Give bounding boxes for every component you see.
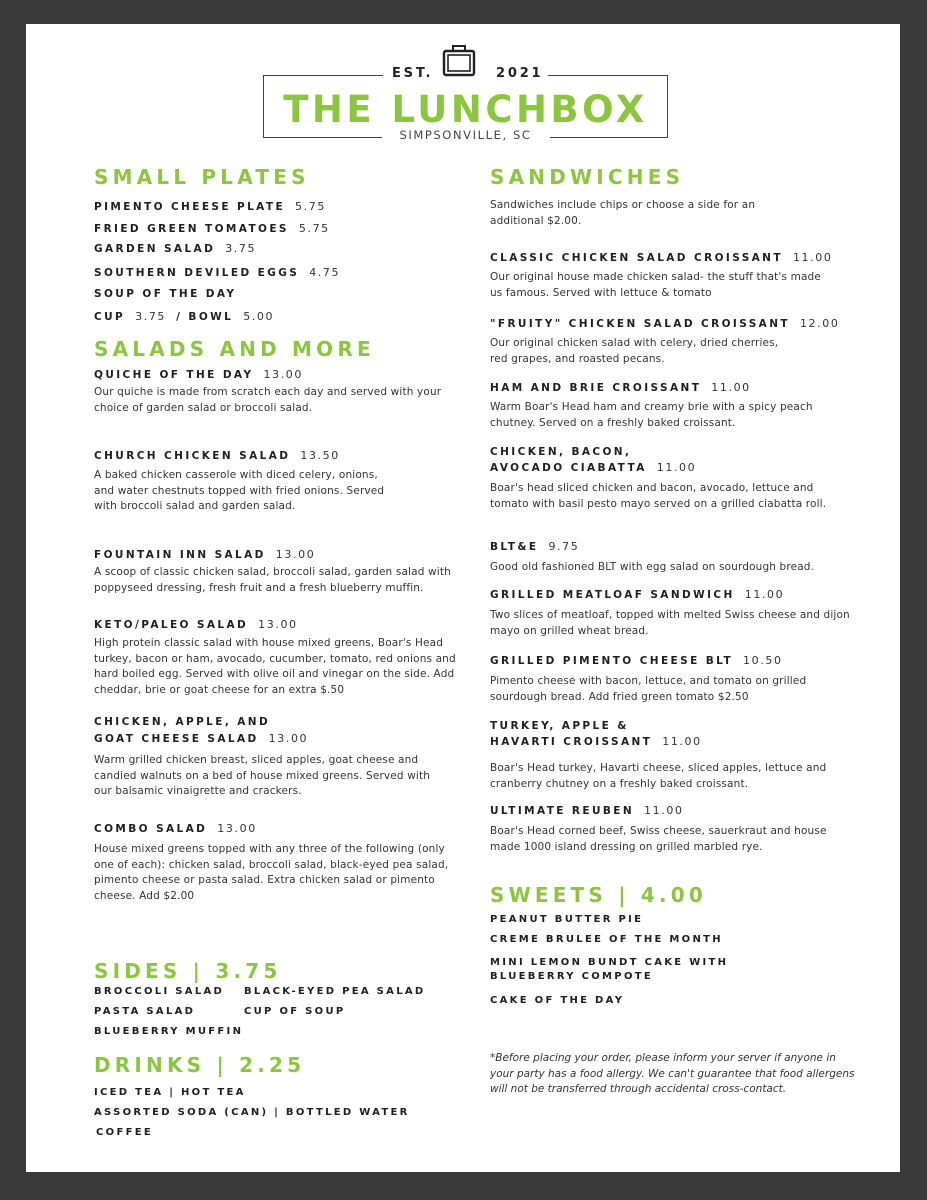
small-plates-heading: SMALL PLATES [94,165,310,189]
allergy-notice: *Before placing your order, please inform your server if anyone in your party has a food allergy. We can't guarantee that food allergens will not be transferred through accidental cross-contact. [490,1052,855,1095]
menu-item-description: A baked chicken casserole with diced celery, onions, and water chestnuts topped with fried onions. Served with broccoli salad and garden salad. [94,469,385,512]
side-item: PASTA SALAD [94,1006,196,1017]
restaurant-name: THE LUNCHBOX [283,88,648,131]
menu-item: "FRUITY" CHICKEN SALAD CROISSANT 12.00 [490,317,840,330]
menu-item: CHURCH CHICKEN SALAD 13.50 [94,449,340,462]
menu-page [26,24,900,1172]
menu-item: COMBO SALAD 13.00 [94,822,257,835]
menu-item: GRILLED MEATLOAF SANDWICH 11.00 [490,588,785,601]
menu-item-line1: CHICKEN, APPLE, AND [94,716,271,728]
menu-item-description: Warm Boar's Head ham and creamy brie with a spicy peach chutney. Served on a freshly baked croissant. [490,401,813,429]
drink-item: ICED TEA | HOT TEA [94,1087,246,1098]
menu-item: ULTIMATE REUBEN 11.00 [490,804,684,817]
menu-item: QUICHE OF THE DAY 13.00 [94,368,303,381]
menu-item: GRILLED PIMENTO CHEESE BLT 10.50 [490,654,783,667]
menu-item: HAVARTI CROISSANT 11.00 [490,735,702,748]
menu-item: GOAT CHEESE SALAD 13.00 [94,732,309,745]
lunchbox-icon [442,45,476,77]
menu-item: CLASSIC CHICKEN SALAD CROISSANT 11.00 [490,251,833,264]
side-item: BROCCOLI SALAD [94,986,225,997]
sweet-item: CREME BRULEE OF THE MONTH [490,934,723,945]
drink-item: COFFEE [96,1127,153,1138]
menu-item: SOUP OF THE DAY [94,288,237,300]
side-item: CUP OF SOUP [244,1006,346,1017]
menu-item: FOUNTAIN INN SALAD 13.00 [94,548,316,561]
menu-item-description: Our original house made chicken salad- the stuff that's made us famous. Served with lettuce & tomato [490,271,821,299]
menu-item-line1: CHICKEN, BACON, [490,446,632,458]
sweet-item: MINI LEMON BUNDT CAKE WITH [490,957,729,968]
menu-item-description: Our quiche is made from scratch each day and served with your choice of garden salad or broccoli salad. [94,386,442,414]
menu-item-description: Warm grilled chicken breast, sliced apples, goat cheese and candied walnuts on a bed of house mixed greens. Served with our balsamic vinaigrette and crackers. [94,754,431,797]
sides-heading: SIDES | 3.75 [94,959,282,983]
sandwiches-heading: SANDWICHES [490,165,685,189]
menu-item-description: House mixed greens topped with any three of the following (only one of each): chicken salad, broccoli salad, black-eyed pea salad, pimento cheese or pasta salad. Extra chicken salad or pimento cheese. Add $2.00 [94,843,449,902]
menu-item-description: A scoop of classic chicken salad, broccoli salad, garden salad with poppyseed dressing, fresh fruit and a fresh blueberry muffin. [94,566,451,594]
salads-heading: SALADS AND MORE [94,337,375,361]
soup-sizes: CUP 3.75 / BOWL 5.00 [94,310,275,323]
menu-item-description: Boar's Head corned beef, Swiss cheese, sauerkraut and house made 1000 island dressing on grilled marbled rye. [490,825,827,853]
sweet-item: BLUEBERRY COMPOTE [490,971,653,982]
sweet-item: PEANUT BUTTER PIE [490,914,644,925]
sweet-item: CAKE OF THE DAY [490,995,625,1006]
side-item: BLACK-EYED PEA SALAD [244,986,426,997]
est-year: 2021 [496,66,544,81]
menu-item: GARDEN SALAD 3.75 [94,242,257,255]
menu-item-description: Two slices of meatloaf, topped with melted Swiss cheese and dijon mayo on grilled wheat bread. [490,609,850,637]
menu-item: KETO/PALEO SALAD 13.00 [94,618,298,631]
sweets-heading: SWEETS | 4.00 [490,883,708,907]
side-item: BLUEBERRY MUFFIN [94,1026,244,1037]
menu-item-description: Boar's head sliced chicken and bacon, avocado, lettuce and tomato with basil pesto mayo served on a grilled ciabatta roll. [490,482,827,510]
menu-item-description: Pimento cheese with bacon, lettuce, and tomato on grilled sourdough bread. Add fried green tomato $2.50 [490,675,807,703]
menu-item-description: Good old fashioned BLT with egg salad on sourdough bread. [490,561,815,573]
menu-item-description: High protein classic salad with house mixed greens, Boar's Head turkey, bacon or ham, avocado, cucumber, tomato, red onions and hard boiled egg. Served with olive oil and vinegar on the side. Add cheddar, brie or goat cheese for an extra $.50 [94,637,456,696]
sandwiches-intro: Sandwiches include chips or choose a side for an additional $2.00. [490,199,756,227]
menu-item: HAM AND BRIE CROISSANT 11.00 [490,381,751,394]
menu-item: SOUTHERN DEVILED EGGS 4.75 [94,266,341,279]
menu-item: AVOCADO CIABATTA 11.00 [490,461,697,474]
menu-item: BLT&E 9.75 [490,540,580,553]
menu-item: PIMENTO CHEESE PLATE 5.75 [94,200,326,213]
menu-item: FRIED GREEN TOMATOES 5.75 [94,222,330,235]
est-label: EST. [392,66,434,81]
drink-item: ASSORTED SODA (CAN) | BOTTLED WATER [94,1107,410,1118]
restaurant-location: SIMPSONVILLE, SC [399,128,532,142]
menu-item-line1: TURKEY, APPLE & [490,720,629,732]
drinks-heading: DRINKS | 2.25 [94,1053,306,1077]
menu-item-description: Boar's Head turkey, Havarti cheese, sliced apples, lettuce and cranberry chutney on a freshly baked croissant. [490,762,827,790]
menu-item-description: Our original chicken salad with celery, dried cherries, red grapes, and roasted pecans. [490,337,779,365]
